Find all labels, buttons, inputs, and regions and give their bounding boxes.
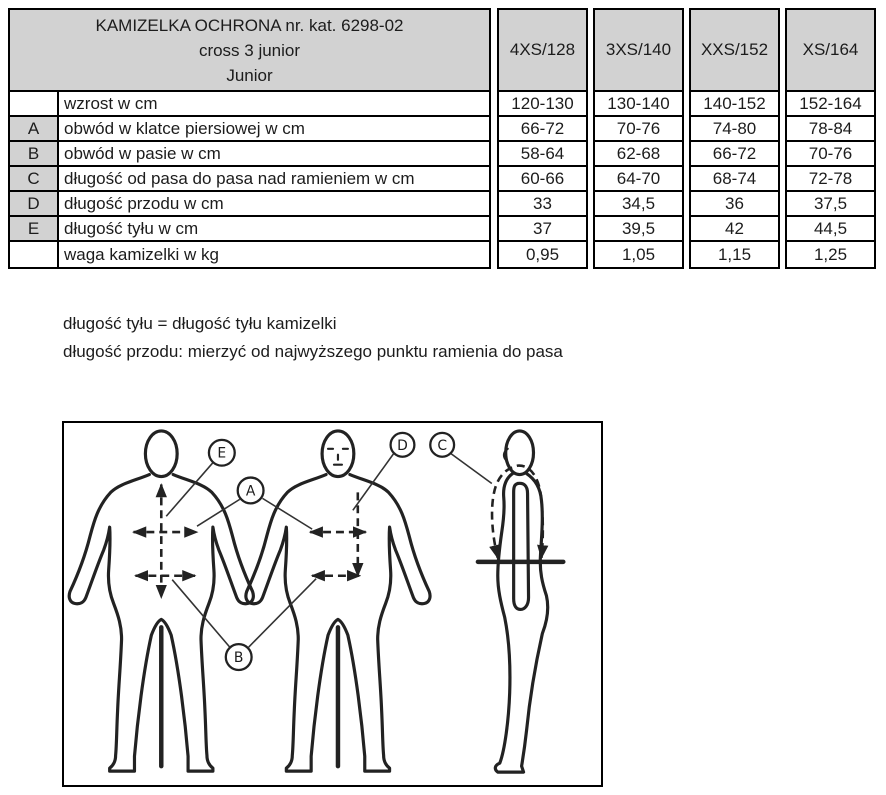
size-column <box>689 8 780 269</box>
value-cell: 66-72 <box>499 117 586 142</box>
value-cell: 0,95 <box>525 244 560 264</box>
value-cell: 1,05 <box>621 244 656 264</box>
value-cell: 130-140 <box>595 92 682 117</box>
value-cell: 70-76 <box>787 142 874 167</box>
label-b-text: B <box>233 650 244 667</box>
row-letter-cell: D <box>10 192 59 215</box>
table-row <box>10 92 489 117</box>
note-front-length: długość przodu: mierzyć od najwyższego punktu ramienia do pasa <box>63 342 563 361</box>
table-size-columns <box>497 8 876 269</box>
label-c-text: C <box>437 437 448 454</box>
diagram-figure <box>64 423 601 785</box>
table-row <box>10 192 489 217</box>
row-letter-cell: E <box>10 217 59 240</box>
value-cell: 37 <box>499 217 586 242</box>
row-label-cell: obwód w pasie w cm <box>64 143 221 163</box>
row-label-cell: długość przodu w cm <box>64 193 224 213</box>
figure-front-view <box>246 431 430 771</box>
value-cell: 72-78 <box>787 167 874 192</box>
table-row <box>10 142 489 167</box>
size-column <box>593 8 684 269</box>
table-title-line-3: Junior <box>226 65 273 85</box>
table-title-line-1: KAMIZELKA OCHRONA nr. kat. 6298-02 <box>95 15 404 35</box>
label-a-text: A <box>245 483 256 500</box>
row-label-cell: obwód w klatce piersiowej w cm <box>64 118 305 138</box>
row-letter-cell: B <box>10 142 59 165</box>
value-cell: 33 <box>499 192 586 217</box>
value-cell: 140-152 <box>691 92 778 117</box>
table-row-labels <box>10 92 489 267</box>
value-cell: 36 <box>691 192 778 217</box>
value-cell: 62-68 <box>595 142 682 167</box>
table-title <box>10 10 489 92</box>
value-cell: 68-74 <box>691 167 778 192</box>
table-row <box>10 117 489 142</box>
size-table <box>8 8 876 269</box>
value-cell: 42 <box>691 217 778 242</box>
size-column-header: XS/164 <box>787 10 874 92</box>
measurement-diagram <box>62 421 603 787</box>
note-back-length: długość tyłu = długość tyłu kamizelki <box>63 314 337 333</box>
label-e-text: E <box>217 445 227 462</box>
value-cell: 60-66 <box>499 167 586 192</box>
value-cell: 74-80 <box>691 117 778 142</box>
table-label-section <box>8 8 491 269</box>
side-arm <box>514 483 529 609</box>
table-title-line-2: cross 3 junior <box>198 40 301 60</box>
row-label-cell: wzrost w cm <box>64 93 158 113</box>
table-row <box>10 242 489 267</box>
value-cell: 70-76 <box>595 117 682 142</box>
figure-back-view <box>69 431 253 771</box>
table-row <box>10 217 489 242</box>
row-label-cell: waga kamizelki w kg <box>64 244 219 264</box>
value-cell: 1,15 <box>717 244 752 264</box>
value-cell: 37,5 <box>787 192 874 217</box>
value-cell: 39,5 <box>595 217 682 242</box>
value-cell: 66-72 <box>691 142 778 167</box>
value-cell: 34,5 <box>595 192 682 217</box>
value-cell: 78-84 <box>787 117 874 142</box>
label-d-text: D <box>397 437 408 454</box>
value-cell: 58-64 <box>499 142 586 167</box>
face-features <box>328 449 348 465</box>
value-cell: 152-164 <box>787 92 874 117</box>
value-cell: 120-130 <box>499 92 586 117</box>
size-column <box>497 8 588 269</box>
row-letter-cell <box>10 92 59 115</box>
row-letter-cell: C <box>10 167 59 190</box>
value-cell: 44,5 <box>787 217 874 242</box>
value-cell: 1,25 <box>813 244 848 264</box>
measurement-notes <box>63 310 563 366</box>
size-column-header: XXS/152 <box>691 10 778 92</box>
size-column-header: 4XS/128 <box>499 10 586 92</box>
size-column <box>785 8 876 269</box>
value-cell: 64-70 <box>595 167 682 192</box>
row-label-cell: długość od pasa do pasa nad ramieniem w cm <box>64 168 415 188</box>
row-letter-cell: A <box>10 117 59 140</box>
size-column-header: 3XS/140 <box>595 10 682 92</box>
row-label-cell: długość tyłu w cm <box>64 218 199 238</box>
table-row <box>10 167 489 192</box>
row-letter-cell <box>10 242 59 267</box>
